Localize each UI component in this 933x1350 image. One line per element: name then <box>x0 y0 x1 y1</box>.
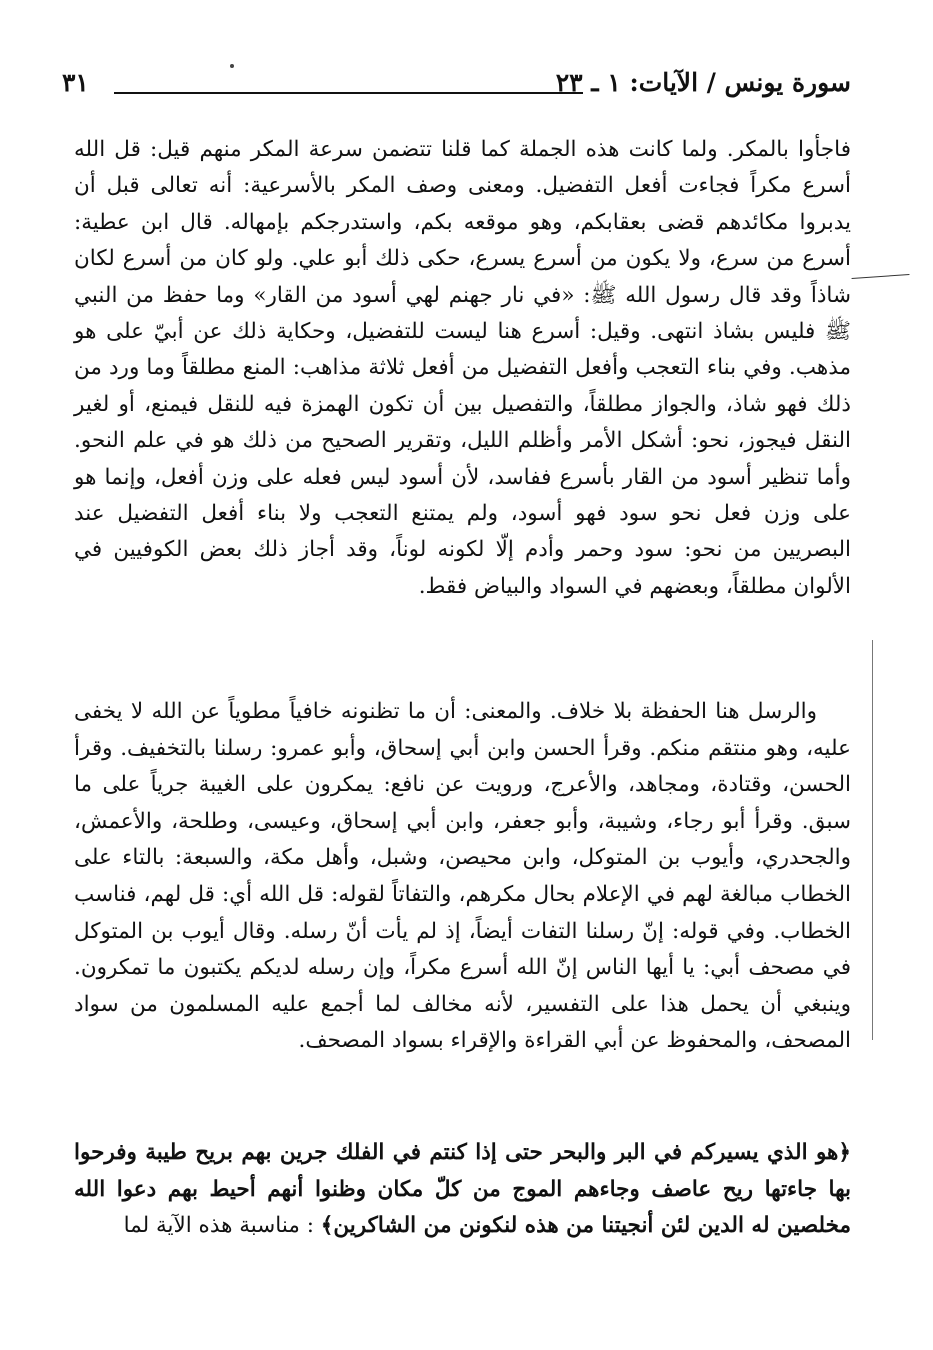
quran-verse: ﴿هو الذي يسيركم في البر والبحر حتى إذا كنتم في الفلك جرين بهم بريح طيبة وفرحوا بها جاءتها ريح عاصف وجاءهم الموج من كلّ مكان وظنوا أنهم أحيط بهم دعوا الله مخلصين له الدين لئن أنجيتنا من هذه لنكونن من الشاكرين﴾ <box>74 1140 851 1238</box>
paragraph-1: فاجأوا بالمكر. ولما كانت هذه الجملة كما قلنا تتضمن سرعة المكر منهم قيل: قل الله أسرع مكراً فجاءت أفعل التفضيل. ومعنى وصف المكر بالأسرعية: أنه تعالى قبل أن يدبروا مكائدهم قضى بعقابكم، وهو موقعه بكم، واستدرجكم بإمهاله. قال ابن عطية: أسرع من سرع، ولا يكون من أسرع يسرع، حكى ذلك أبو علي. ولو كان من أسرع لكان شاذاً وقد قال رسول الله ﷺ: «في نار جهنم لهي أسود من القار» وما حفظ من النبي ﷺ فليس بشاذ انتهى. وقيل: أسرع هنا ليست للتفضيل، وحكاية ذلك عن أبيّ على هو مذهب. وفي بناء التعجب وأفعل التفضيل من أفعل ثلاثة مذاهب: المنع مطلقاً وما ورد من ذلك فهو شاذ، والجواز مطلقاً، والتفصيل بين أن تكون الهمزة فيه للنقل فيمنع، أو لغير النقل فيجوز، نحو: أشكل الأمر وأظلم الليل، وتقرير الصحيح من ذلك هو في علم النحو. وأما تنظير أسود من القار بأسرع ففاسد، لأن أسود ليس فعله على وزن أفعل، وإنما هو على وزن فعل نحو سود فهو أسود، ولم يمتنع التعجب ولا بناء أفعل التفضيل عند البصريين من نحو: سود وحمر وأدم إلّا لكونه لوناً، وقد أجاز ذلك بعض الكوفيين في الألوان مطلقاً، وبعضهم في السواد والبياض فقط. <box>74 137 851 599</box>
running-header <box>62 66 851 110</box>
verse-paragraph <box>74 1135 851 1245</box>
margin-pen-line <box>872 640 873 1040</box>
header-rule <box>114 92 583 94</box>
verse-commentary: : مناسبة هذه الآية لما <box>123 1213 314 1238</box>
paragraph-2: والرسل هنا الحفظة بلا خلاف. والمعنى: أن ما تظنونه خافياً مطوياً عن الله لا يخفى عليه، وهو منتقم منكم. وقرأ الحسن وابن أبي إسحاق، وأبو عمرو: رسلنا بالتخفيف. وقرأ الحسن، وقتادة، ومجاهد، والأعرج، ورويت عن نافع: يمكرون على الغيبة جرياً على ما سبق. وقرأ أبو رجاء، وشيبة، وأبو جعفر، وابن أبي إسحاق، وعيسى، وطلحة، والأعمش، والجحدري، وأيوب بن المتوكل، وابن محيصن، وشبل، وأهل مكة، والسبعة: بالتاء على الخطاب مبالغة لهم في الإعلام بحال مكرهم، والتفاتاً لقوله: قل الله أي: قل لهم، فناسب الخطاب. وفي قوله: إنّ رسلنا التفات أيضاً، إذ لم يأت أنّ رسله. وقال أيوب بن المتوكل في مصحف أبي: يا أيها الناس إنّ الله أسرع مكراً، وإن رسله لديكم يكتبون ما تمكرون. وينبغي أن يحمل هذا على التفسير، لأنه مخالف لما أجمع عليه المسلمون من سواد المصحف، والمحفوظ عن أبي القراءة والإقراء بسواد المصحف. <box>74 699 851 1054</box>
page-number: ٣١ <box>62 68 89 97</box>
margin-pen-mark <box>852 274 911 293</box>
header-title: سورة يونس / الآيات: ١ ـ ٢٣ <box>555 68 851 97</box>
